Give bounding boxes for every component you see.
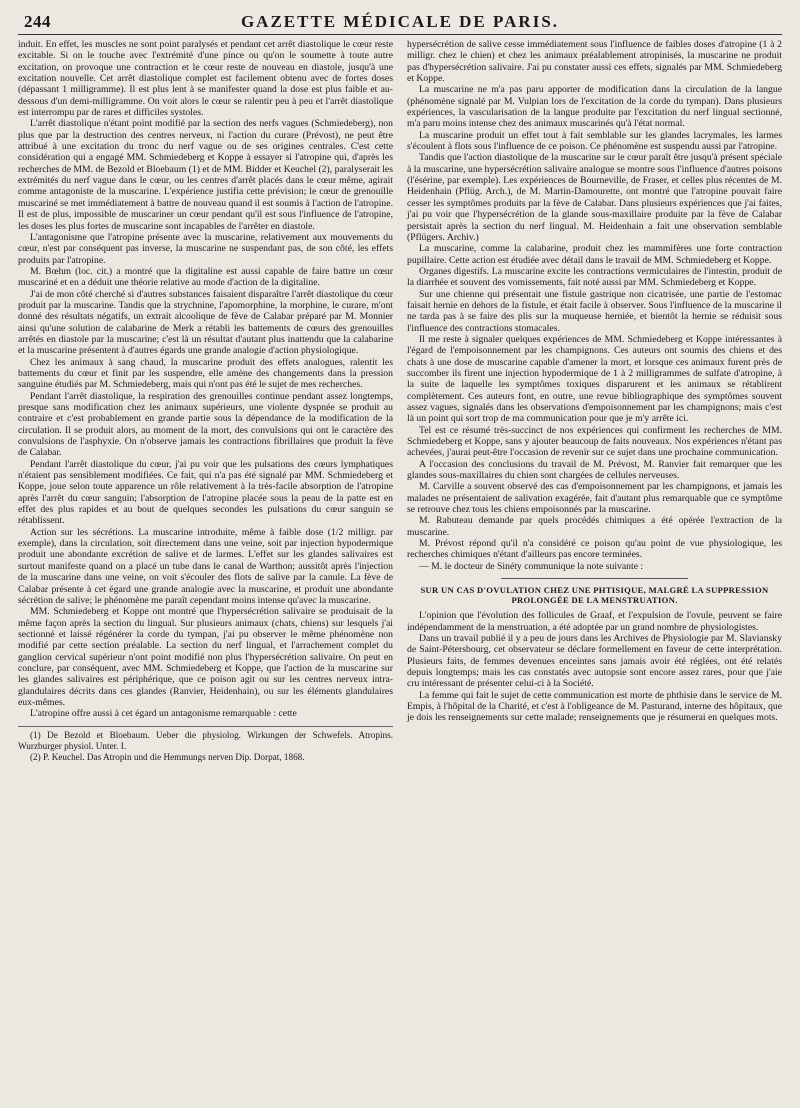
paragraph: Dans un travail publié il y a peu de jours dans les Archives de Physiologie par M. Slaviansky de Saint-Pétersbourg, cet observateur se déclare formellement en faveur de cette interprétation. Plusieurs faits, de femmes devenues enceintes sans jamais avoir été réglées, ont été relatés depuis longtemps; mais les cas constatés avec autopsie sont encore assez rares, pour que j'aie cru intéressant de présenter celui-ci à la Société. [407, 632, 782, 690]
paragraph: Tandis que l'action diastolique de la muscarine sur le cœur paraît être jusqu'à présent spéciale à la muscarine, une hypersécrétion salivaire analogue se montre sous l'influence d'autres poisons (l'ésérine, par exemple). Les expériences de Bourneville, de Fraser, et celles plus récentes de M. Heidenhain (Pflüg. Arch.), de M. Martin-Damourette, ont montré que l'atropine pouvait faire cesser les symptômes produits par la fève de Calabar. Dans plusieurs expériences que j'ai faites, j'ai pu voir que l'hypersécrétion de la glande sous-maxillaire produite par la fève de Calabar persistait après la section du nerf lingual. M. Heidenhain a fait une observation semblable (Pflügers. Archiv.) [407, 152, 782, 243]
article-title [407, 585, 782, 605]
paragraph: Action sur les sécrétions. La muscarine introduite, même à faible dose (1/2 milligr. par exemple), dans la circulation, soit directement dans une veine, soit par injection hypodermique produit une abondante excrétion de salive et de larmes. L'effet sur les glandes salivaires est surtout manifeste quand on a placé un tube dans le canal de Warthon; aussitôt après l'injection de la muscarine dans une veine, on voit s'écouler des flots de salive par la canule. La fève de Calabar présente à cet égard une grande analogie avec la muscarine, et produit une abondante sécrétion de salive; le phénomène me paraît cependant moins intense qu'avec la muscarine. [18, 526, 393, 606]
left-column [18, 39, 393, 763]
paragraph: MM. Schmiedeberg et Koppe ont montré que l'hypersécrétion salivaire se produisait de la même façon après la section du lingual. Sur plusieurs animaux (chats, chiens) sur lesquels j'ai sectionné et laissé régénérer la corde du tympan, j'ai pu observer le même phénomène non modifié par cette section préalable. La section du nerf lingual, et l'arrachement complet du ganglion cervical supérieur n'ont point modifié non plus l'hypersécrétion salivaire. On peut en conclure, par conséquent, avec MM. Schmiedeberg et Koppe, que l'action de la muscarine sur les glandes salivaires est périphérique, que ce poison agit ou sur les centres nerveux intra-glandulaires décrits dans ces glandes (Ranvier, Heidenhain), ou sur les éléments glandulaires eux-mêmes. [18, 606, 393, 708]
paragraph: La muscarine produit un effet tout à fait semblable sur les glandes lacrymales, les larmes s'écoulent à flots sous l'influence de ce poison. Ce phénomène est suspendu aussi par l'atropine. [407, 129, 782, 153]
paragraph: Sur une chienne qui présentait une fistule gastrique non cicatrisée, une partie de l'estomac faisait hernie en dehors de la fistule, et était facile à observer. Sous l'influence de la muscarine il ne tarda pas à se faire des plis sur la muqueuse herniée, et bientôt la hernie se réduisit sous l'influence des contractions stomacales. [407, 288, 782, 334]
footnotes [18, 726, 393, 763]
paragraph: Chez les animaux à sang chaud, la muscarine produit des effets analogues, ralentit les battements du cœur et finit par les suspendre, elle amène des changements dans la pression sanguine étudiés par M. Schmiedeberg, mais qui n'ont pas été le sujet de mes recherches. [18, 356, 393, 391]
paragraph: M. Prévost répond qu'il n'a considéré ce poison qu'au point de vue physiologique, les recherches chimiques n'étant d'ailleurs pas encore terminées. [407, 538, 782, 561]
right-column [407, 39, 782, 763]
paragraph: hypersécrétion de salive cesse immédiatement sous l'influence de faibles doses d'atropine (1 à 2 milligr. chez le chien) et chez les animaux préalablement atropinisés, la muscarine ne produit pas d'hypersécrétion salivaire. J'ai pu constater aussi ces effets, signalés par MM. Schmiedeberg et Koppe. [407, 39, 782, 85]
footnote: (2) P. Keuchel. Das Atropin und die Hemmungs nerven Dip. Dorpat, 1868. [30, 751, 305, 762]
paragraph: Pendant l'arrêt diastolique du cœur, j'ai pu voir que les pulsations des cœurs lymphatiques n'étaient pas sensiblement modifiées. Ce fait, qui n'a pas été signalé par MM. Schmiedeberg et Koppe, joue selon toute apparence un rôle relativement à la très-facile absorption de l'atropine après l'arrêt du cœur sanguin; l'absorption de l'atropine placée sous la peau de la patte est en effet des plus rapides et au bout de quelques secondes les pulsations du cœur sanguin se rétablissent. [18, 458, 393, 527]
paragraph: M. Bœhm (loc. cit.) a montré que la digitaline est aussi capable de faire battre un cœur muscariné et en a déduit une théorie relative au mode d'action de la digitaline. [18, 265, 393, 289]
paragraph: La muscarine, comme la calabarine, produit chez les mammifères une forte contraction pupillaire. Cette action est étudiée avec détail dans le travail de MM. Schmiedeberg et Koppe. [407, 243, 782, 266]
text-columns [18, 39, 782, 763]
footnote: (1) De Bezold et Bloebaum. Ueber die physiolog. Wirkungen der Schwefels. Atropins. Wurzburger physiol. Unter. I. [18, 729, 393, 751]
paragraph: Pendant l'arrêt diastolique, la respiration des grenouilles continue pendant assez longtemps, presque sans modification chez les animaux supérieurs, une violente dyspnée se produit au contraire et c'est probablement en grande partie sous la dépendance de la modification de la circulation. Il se produit alors, au moment de la mort, des convulsions qui ont le caractère des convulsions de l'asphyxie. On n'observe jamais les contractions fibrillaires que produit la fève de Calabar. [18, 390, 393, 459]
paragraph: Il me reste à signaler quelques expériences de MM. Schmiedeberg et Koppe intéressantes à l'égard de l'empoisonnement par les champignons. Ces auteurs ont soumis des chiens et des chats à une dose de muscarine capable d'amener la mort, et lorsque ces animaux furent près de succomber ils firent une injection hypodermique de 1 à 2 milligrammes de sulfate d'atropine, à la suite de laquelle les symptômes toxiques disparurent et les animaux se rétablirent complètement. Ces auteurs font, en outre, une revue bibliographique des symptômes souvent assez vagues, signalés dans les observations d'empoisonnement par les champignons; mais c'est là un point qui sort trop de ma communication pour que je m'y arrête ici. [407, 333, 782, 425]
paragraph: — M. le docteur de Sinéty communique la note suivante : [419, 560, 644, 572]
paragraph: Tel est ce résumé très-succinct de nos expériences qui confirment les recherches de MM. Schmiedeberg et Koppe, sans y ajouter beaucoup de faits nouveaux. Nos expériences n'étant pas achevées, j'aurai peut-être l'occasion de revenir sur ce sujet dans une prochaine communication. [407, 424, 782, 459]
paragraph: M. Carville a souvent observé des cas d'empoisonnement par les champignons, et jamais les malades ne présentaient de salivation exagérée, fait d'autant plus remarquable que ce symptôme se retrouve chez tous les chiens empoisonnés par la muscarine. [407, 481, 782, 516]
paragraph: La femme qui fait le sujet de cette communication est morte de phthisie dans le service de M. Empis, à l'hôpital de la Charité, et c'est à l'obligeance de M. Pasturand, interne des hôpitaux, que je dois les renseignements sur cette malade; renseignements que je résumerai en quelques mots. [407, 689, 782, 724]
journal-title: GAZETTE MÉDICALE DE PARIS. [240, 12, 560, 31]
paragraph: L'atropine offre aussi à cet égard un antagonisme remarquable : cette [30, 708, 297, 720]
paragraph: L'arrêt diastolique n'étant point modifié par la section des nerfs vagues (Schmiedeberg), non plus que par la destruction des centres nerveux, ni l'action du curare (Prévost), ne peut être attribué à une excitation du tronc du nerf vague ou de ses origines centrales. C'est cette considération qui a engagé MM. Schmiedeberg et Koppe à essayer si l'atropine qui, d'après les recherches de MM. de Bezold et Bloebaum (1) et de MM. Bidder et Keuchel (2), paralyserait les extrémités du nerf vague dans le cœur, ou les centres d'arrêt placés dans le cœur même, agirait comme antagoniste de la muscarine. L'expérience justifia cette prévision; le cœur de grenouille muscariné se met immédiatement à battre de nouveau quand il est soumis à l'action de l'atropine. Il est de plus, impossible de muscariner un cœur pendant qu'il est sous l'influence de l'atropine, les doses les plus fortes de muscarine sont incapables de l'arrêter en diastole. [18, 118, 393, 232]
paragraph: La muscarine ne m'a pas paru apporter de modification dans la circulation de la langue (phénomène signalé par M. Vulpian lors de l'excitation de la corde du tympan). Dans plusieurs expériences, la vascularisation de la langue produite par l'excitation du nerf lingual sectionné, m'a paru moins intense chez des animaux muscarinés qu'à l'état normal. [407, 84, 782, 130]
section-divider [501, 578, 689, 579]
page-number: 244 [24, 12, 51, 31]
paragraph: L'opinion que l'évolution des follicules de Graaf, et l'expulsion de l'ovule, peuvent se faire indépendamment de la menstruation, a été adoptée par un grand nombre de physiologistes. [407, 610, 782, 633]
paragraph: induit. En effet, les muscles ne sont point paralysés et pendant cet arrêt diastolique le cœur reste excitable. Si on le touche avec l'extrémité d'une pince ou qu'on le soumette à toute autre excitation, on provoque une contraction et le cœur reste de nouveau en diastole, jusqu'à une excitation nouvelle. Cet arrêt diastolique complet est facilement obtenu avec de fortes doses (dépassant 1 milligramme). Il est plus lent à se manifester quand la dose est plus faible et au-dessous d'un demi-milligramme. On voit alors le cœur se ralentir peu à peu et l'arrêt diastolique est interrompu par de rares et difficiles systoles. [18, 39, 393, 119]
paragraph: A l'occasion des conclusions du travail de M. Prévost, M. Ranvier fait remarquer que les glandes sous-maxillaires du chien sont chargées de cellules nerveuses. [407, 458, 782, 482]
paragraph: M. Rabuteau demande par quels procédés chimiques a été opérée l'extraction de la muscarine. [407, 515, 782, 538]
article-title-line: SUR UN CAS D'OVULATION CHEZ UNE PHTISIQUE, MALGRÉ LA SUPPRESSION [420, 585, 769, 596]
paragraph: Organes digestifs. La muscarine excite les contractions vermiculaires de l'intestin, produit de la diarrhée et souvent des vomissements, fait noté aussi par MM. Schmiedeberg et Koppe. [407, 265, 782, 289]
page-header [18, 6, 782, 35]
paragraph: J'ai de mon côté cherché si d'autres substances faisaient disparaître l'arrêt diastolique du cœur produit par la muscarine. Tandis que la strychnine, l'apomorphine, la morphine, le curare, m'ont donné des résultats négatifs, un extrait alcoolique de fève de Calabar préparé par M. Monnier ainsi qu'une solution de calabarine de Merk a rétabli les battements de cœurs des grenouilles arrêtés en diastole par la muscarine; c'est là un résultat d'autant plus inattendu que la calabarine et la muscarine présentent à d'autres égards une grande analogie d'action physiologique. [18, 288, 393, 357]
article-title-line: PROLONGÉE DE LA MENSTRUATION. [511, 595, 678, 606]
paragraph: L'antagonisme que l'atropine présente avec la muscarine, relativement aux mouvements du cœur, n'est par conséquent pas inverse, la muscarine ne suspendant pas, de son côté, les effets produits par l'atropine. [18, 231, 393, 266]
